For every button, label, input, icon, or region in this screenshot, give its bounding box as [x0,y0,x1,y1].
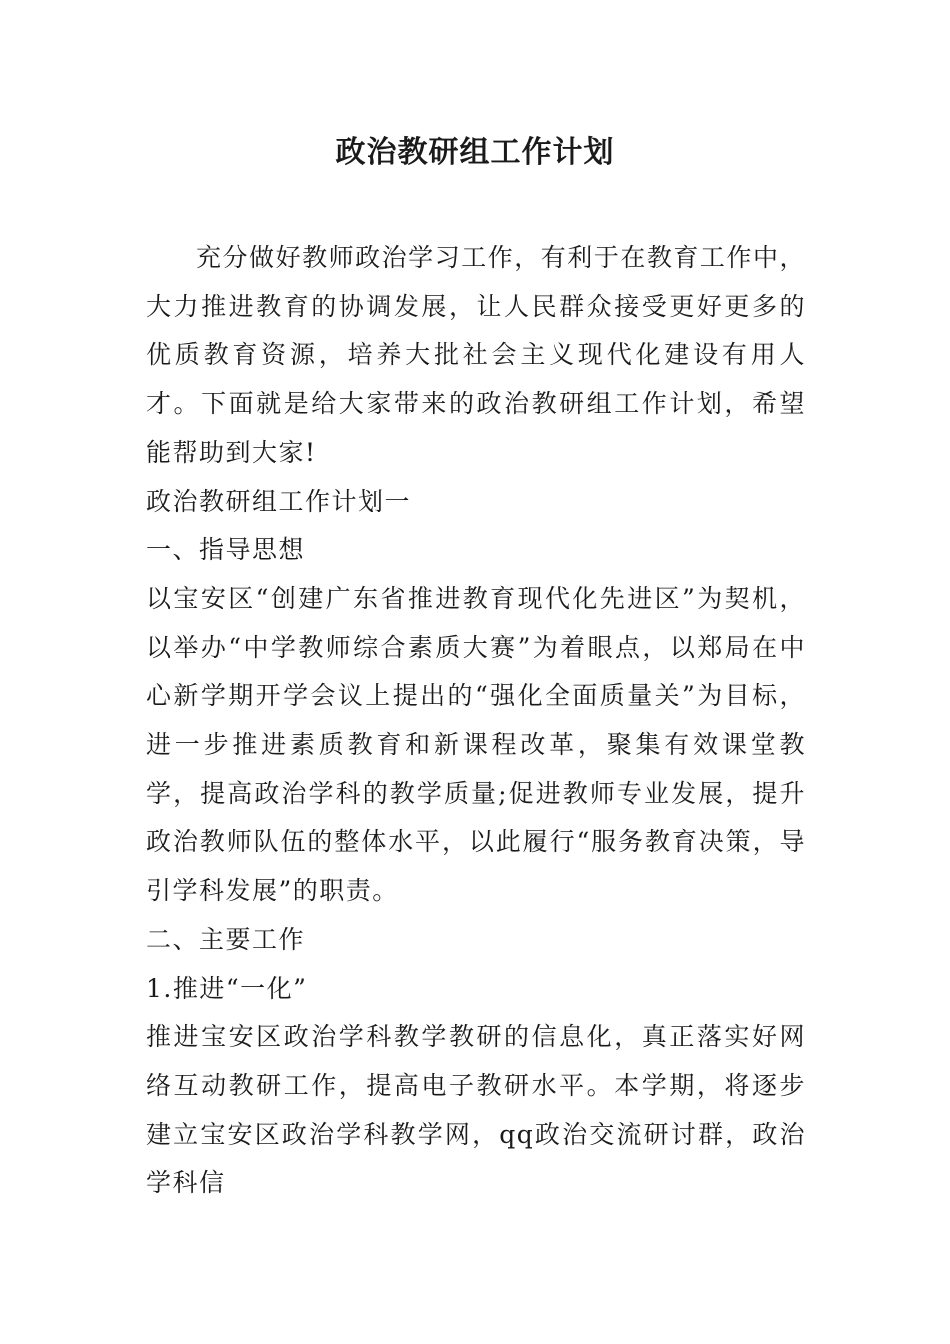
guiding-thought-paragraph: 以宝安区“创建广东省推进教育现代化先进区”为契机，以举办“中学教师综合素质大赛”为着眼点，以郑局在中心新学期开学会议上提出的“强化全面质量关”为目标，进一步推进素质教育和新课程改革，聚集有效课堂教学，提高政治学科的教学质量;促进教师专业发展，提升政治教师队伍的整体水平，以此履行“服务教育决策，导引学科发展”的职责。 [146,583,806,906]
subsection-heading-1: 1.推进“一化” [146,973,308,1003]
intro-paragraph: 充分做好教师政治学习工作，有利于在教育工作中，大力推进教育的协调发展，让人民群众接受更好更多的优质教育资源，培养大批社会主义现代化建设有用人才。下面就是给大家带来的政治教研组工作计划，希望能帮助到大家! [146,243,806,467]
section-heading-guiding-thought: 一、指导思想 [146,535,306,565]
informatization-paragraph: 推进宝安区政治学科教学教研的信息化，真正落实好网络互动教研工作，提高电子教研水平。本学期，将逐步建立宝安区政治学科教学网，qq政治交流研讨群，政治学科信 [146,1022,806,1198]
section-heading-plan-one: 政治教研组工作计划一 [146,486,412,516]
section-heading-main-work: 二、主要工作 [146,924,306,954]
document-title: 政治教研组工作计划 [335,135,615,170]
document-body [146,234,806,1208]
